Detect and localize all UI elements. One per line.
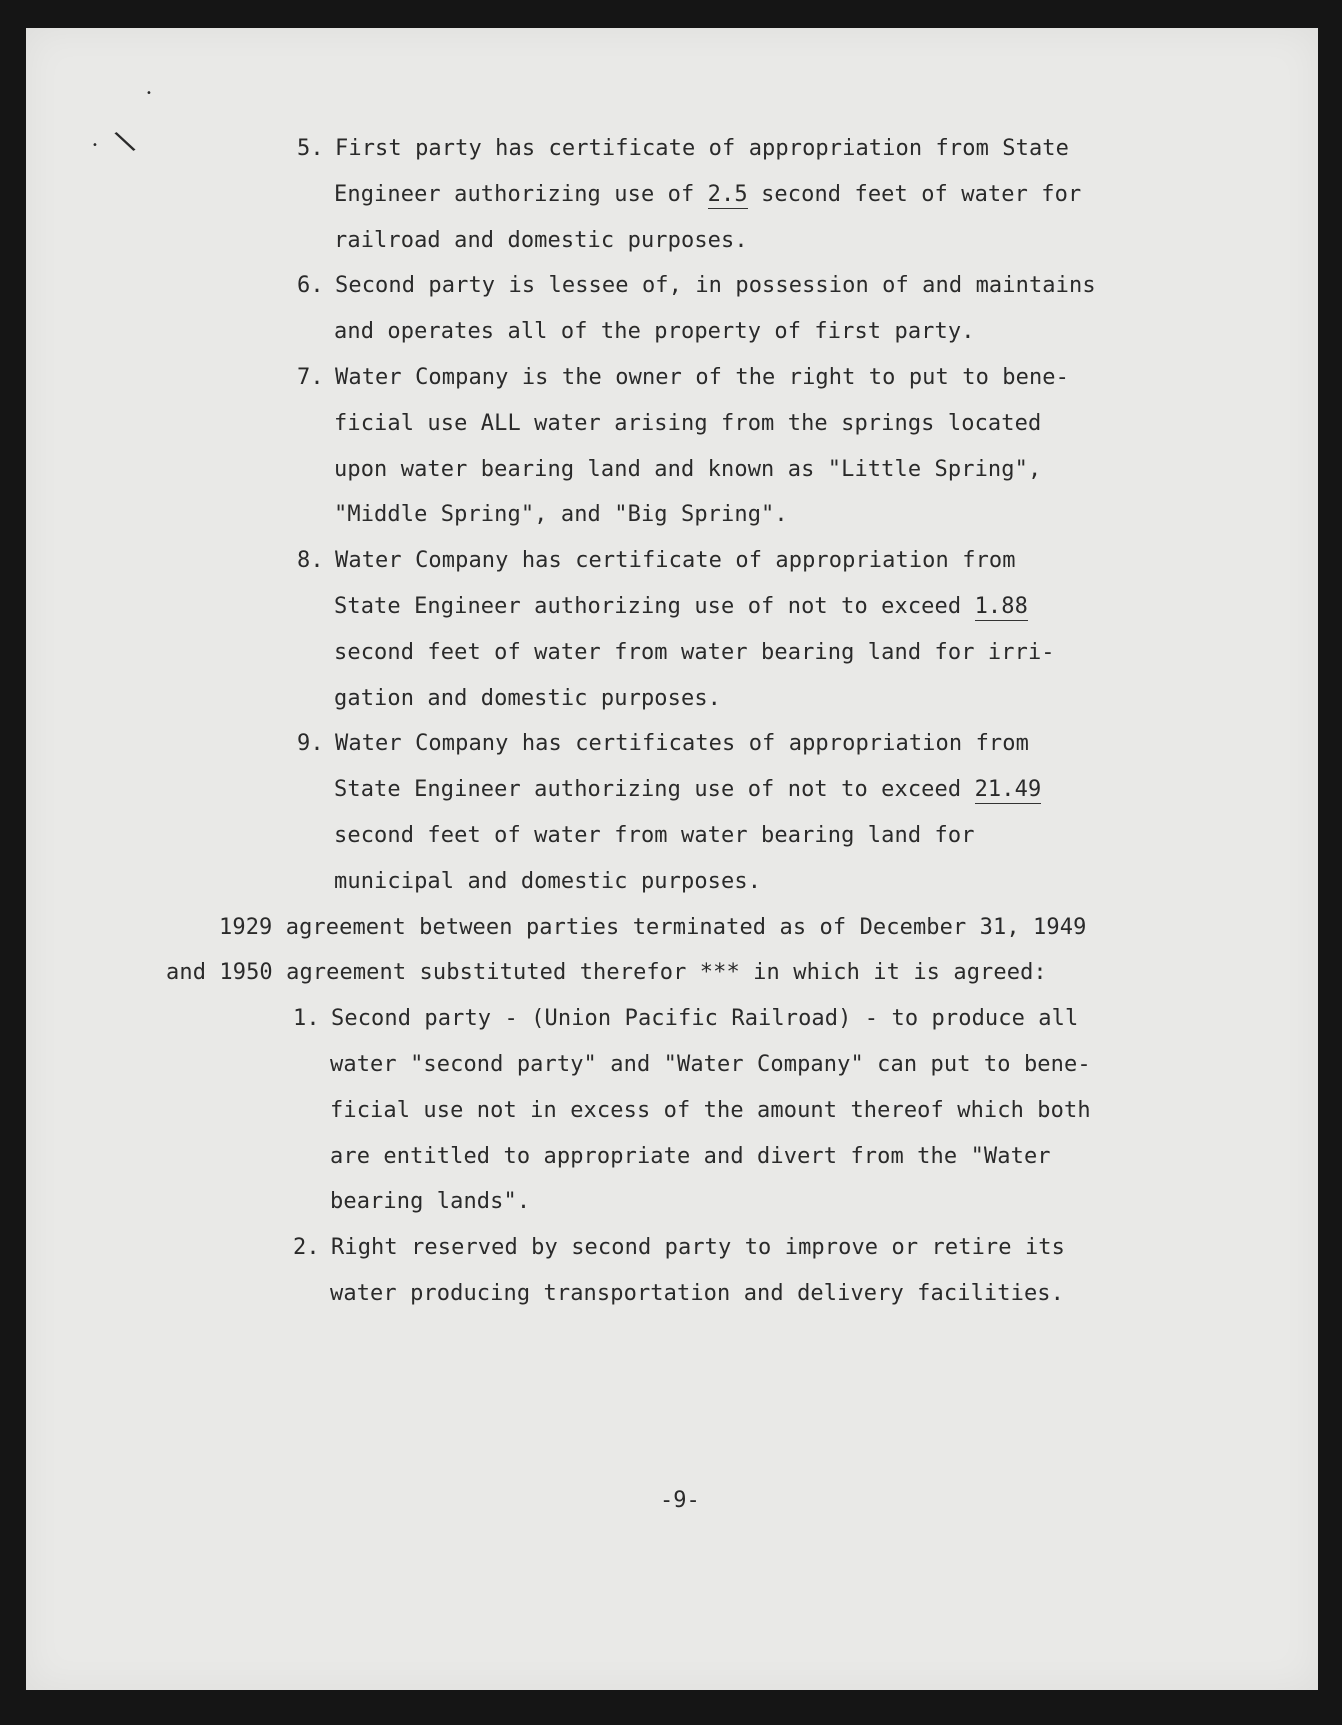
list-item [297, 273, 1096, 298]
list-item-line [334, 319, 975, 344]
line-text: State Engineer authorizing use of not to exceed [334, 777, 975, 803]
line-text: gation and domestic purposes. [334, 685, 722, 711]
line-text: Engineer authorizing use of [334, 181, 708, 207]
line-text: bearing lands". [330, 1189, 531, 1215]
line-text: 1929 agreement between parties terminated as of December 31, 1949 [219, 914, 1087, 940]
list-item-line [334, 686, 721, 711]
line-text: and 1950 agreement substituted therefor *** in which it is agreed: [166, 960, 1047, 986]
item-number: 2. [293, 1235, 320, 1261]
list-item [297, 365, 1069, 390]
line-text: water producing transportation and delivery facilities. [330, 1281, 1064, 1306]
list-item-line [334, 777, 1041, 802]
stray-mark: • [92, 140, 98, 151]
document-page [26, 28, 1318, 1690]
item-number: 9. [297, 731, 324, 757]
paragraph-line [166, 960, 1047, 985]
line-text: Water Company has certificates of appropriation from [335, 731, 1029, 757]
list-item-line [330, 1144, 1051, 1169]
list-item-line [334, 182, 1081, 207]
line-text: Water Company is the owner of the right to put to bene- [335, 365, 1069, 390]
list-item-line [334, 457, 1041, 482]
list-item-line [334, 411, 1041, 436]
line-text: and operates all of the property of first party. [334, 319, 975, 345]
list-item-line [334, 823, 975, 848]
line-text: municipal and domestic purposes. [334, 868, 762, 894]
line-text: ficial use ALL water arising from the springs located [334, 410, 1042, 436]
line-text: ficial use not in excess of the amount thereof which both [330, 1097, 1091, 1123]
paragraph-line [219, 915, 1086, 940]
list-item-line [330, 1189, 530, 1214]
list-item-line [334, 228, 748, 253]
list-item-line [330, 1098, 1091, 1123]
item-number: 7. [297, 365, 324, 390]
list-item-line [334, 640, 1055, 665]
list-item [293, 1006, 1078, 1031]
list-item [293, 1235, 1065, 1260]
stray-mark: \ [111, 123, 139, 160]
list-item-line [334, 869, 761, 894]
line-text: second feet of water for [747, 181, 1082, 207]
line-text: Water Company has certificate of appropriation from [335, 548, 1016, 574]
line-text: second feet of water from water bearing land for [334, 823, 975, 848]
underlined-value: 1.88 [974, 594, 1028, 619]
line-text: second feet of water from water bearing land for irri- [334, 639, 1055, 665]
list-item [297, 731, 1029, 756]
line-text: railroad and domestic purposes. [334, 227, 748, 253]
line-text: are entitled to appropriate and divert from the "Water [330, 1143, 1051, 1169]
list-item-line [334, 502, 788, 527]
line-text: First party has certificate of appropriation from State [335, 136, 1069, 161]
line-text: water "second party" and "Water Company" can put to bene- [330, 1052, 1091, 1077]
item-number: 1. [293, 1006, 320, 1032]
line-text: Right reserved by second party to improve or retire its [331, 1235, 1065, 1261]
list-item [297, 548, 1016, 573]
line-text: upon water bearing land and known as "Little Spring", [334, 456, 1042, 482]
item-number: 8. [297, 548, 324, 574]
line-text: Second party - (Union Pacific Railroad) - to produce all [331, 1006, 1079, 1032]
list-item-line [330, 1052, 1091, 1077]
underlined-value: 21.49 [974, 777, 1042, 803]
item-number: 6. [297, 273, 324, 299]
line-text: "Middle Spring", and "Big Spring". [334, 502, 788, 528]
underlined-value: 2.5 [707, 181, 748, 207]
list-item [297, 136, 1069, 161]
line-text: State Engineer authorizing use of not to exceed [334, 594, 975, 619]
stray-mark: • [146, 88, 152, 99]
item-number: 5. [297, 136, 324, 161]
list-item-line [334, 594, 1028, 619]
line-text: Second party is lessee of, in possession of and maintains [335, 273, 1096, 299]
list-item-line [330, 1281, 1064, 1306]
page-number: -9- [660, 1488, 700, 1513]
